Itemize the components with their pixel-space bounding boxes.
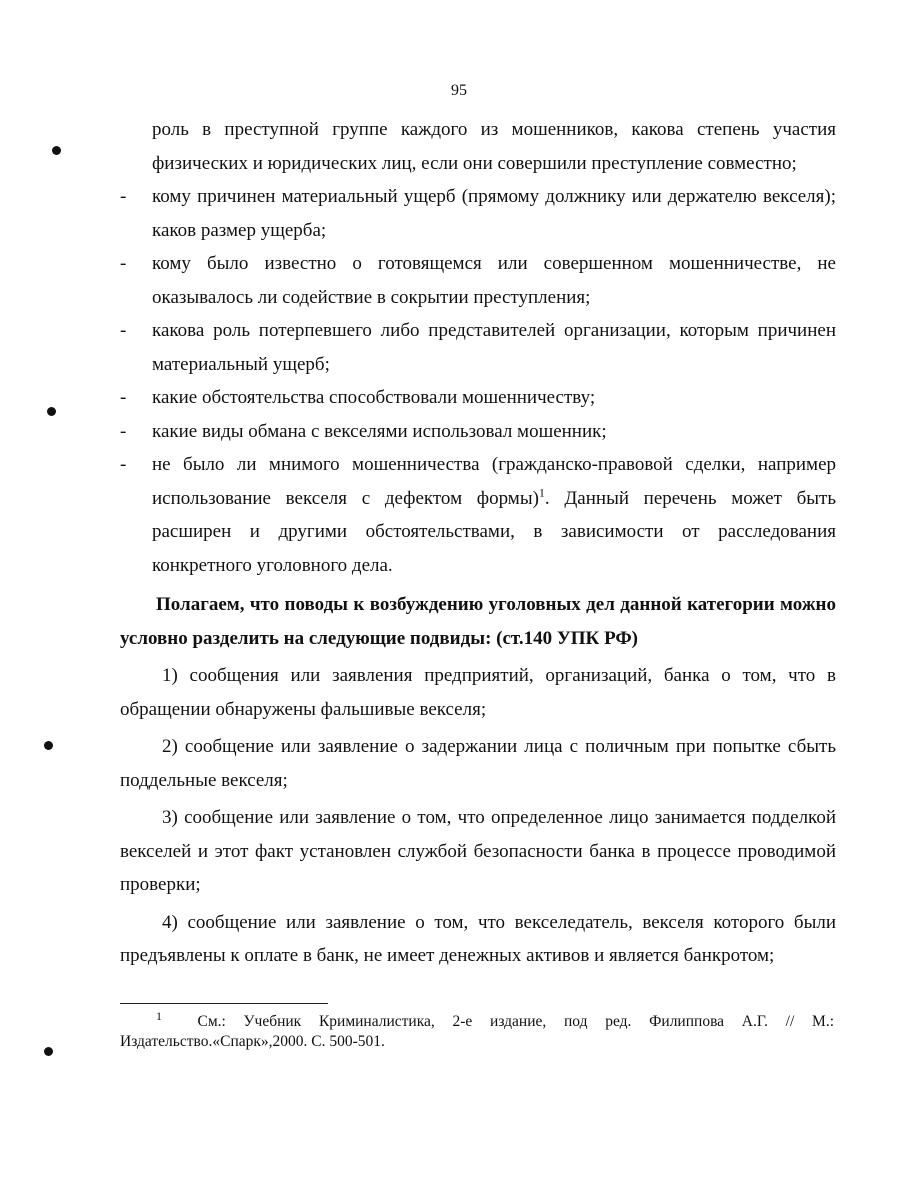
- list-dash: -: [120, 454, 127, 475]
- binder-hole-mark: [52, 146, 61, 155]
- list-item-text-part: не было ли мнимого мошенничества (гражданско-правовой сделки, например использование векселя с дефектом формы): [152, 454, 836, 509]
- list-item: [120, 448, 836, 582]
- list-dash: -: [120, 420, 127, 442]
- footnote-divider: [120, 1003, 328, 1004]
- list-item: [120, 180, 836, 247]
- list-item-text: [152, 448, 836, 582]
- list-dash: -: [120, 387, 127, 408]
- list-item: [120, 415, 836, 449]
- list-dash: -: [120, 320, 127, 341]
- numbered-paragraph: 3) сообщение или заявление о том, что определенное лицо занимается подделкой векселей и этот факт установлен службой безопасности банка в процессе проводимой проверки;: [120, 807, 836, 895]
- list-item: [120, 381, 836, 415]
- footnote-mark: 1: [156, 1008, 162, 1023]
- list-item: [120, 247, 836, 314]
- binder-hole-mark: [44, 741, 53, 750]
- list-item-text: кому причинен материальный ущерб (прямому должнику или держателю векселя); каков размер ущерба;: [152, 186, 836, 241]
- binder-hole-mark: [44, 1047, 53, 1056]
- binder-hole-mark: [47, 407, 56, 416]
- bold-paragraph: Полагаем, что поводы к возбуждению уголовных дел данной категории можно условно разделить на следующие подвиды: (ст.140 УПК РФ): [120, 594, 836, 649]
- list-dash: -: [120, 186, 127, 207]
- list-dash: -: [120, 253, 127, 274]
- list-item-text: какие виды обмана с векселями использовал мошенник;: [152, 420, 607, 442]
- footnote-text: См.: Учебник Криминалистика, 2-е издание, под ред. Филиппова А.Г. // М.: Издательство.«Спарк»,2000. С. 500-501.: [120, 1013, 834, 1050]
- list-item-text: кому было известно о готовящемся или совершенном мошенничестве, не оказывалось ли содействие в сокрытии преступления;: [152, 253, 836, 308]
- numbered-paragraph: 1) сообщения или заявления предприятий, организаций, банка о том, что в обращении обнаружены фальшивые векселя;: [120, 665, 836, 720]
- page-number: 95: [451, 82, 467, 99]
- list-item-text: какова роль потерпевшего либо представителей организации, которым причинен материальный ущерб;: [152, 320, 836, 375]
- continuation-paragraph: роль в преступной группе каждого из мошенников, какова степень участия физических и юридических лиц, если они совершили преступление совместно;: [152, 119, 836, 174]
- main-text: [120, 113, 836, 973]
- list-item: [120, 314, 836, 381]
- numbered-paragraph: 2) сообщение или заявление о задержании лица с поличным при попытке сбыть поддельные векселя;: [120, 736, 836, 791]
- footnote-reference: 1: [538, 485, 545, 500]
- list-item-text: какие обстоятельства способствовали мошенничеству;: [152, 387, 596, 408]
- list-item-text-part: . Данный перечень может быть расширен и другими обстоятельствами, в зависимости от расследования конкретного уголовного дела.: [152, 487, 836, 576]
- footnote: [120, 1008, 834, 1052]
- numbered-paragraph: 4) сообщение или заявление о том, что векселедатель, векселя которого были предъявлены к оплате в банк, не имеет денежных активов и является банкротом;: [120, 911, 836, 966]
